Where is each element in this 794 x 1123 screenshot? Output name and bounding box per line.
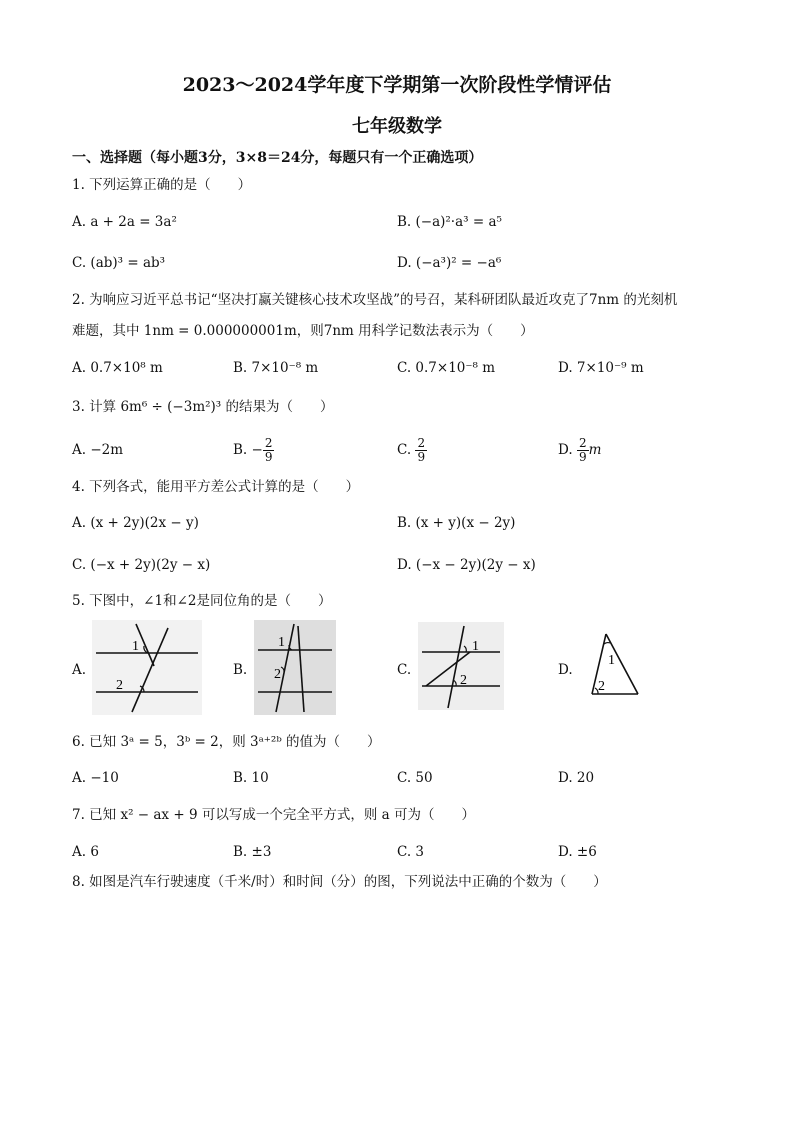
q5-option-b-label: B. xyxy=(233,662,248,678)
q1-option-d: D. (−a³)² = −a⁶ xyxy=(397,255,502,271)
q3-option-c xyxy=(397,432,427,468)
q3-d-denominator: 9 xyxy=(578,450,587,464)
angle-label-2: 2 xyxy=(598,679,605,694)
q3-c-denominator: 9 xyxy=(417,450,426,464)
q3-option-d xyxy=(558,432,601,468)
q5-option-a-label: A. xyxy=(72,662,87,678)
exam-title: 2023～2024学年度下学期第一次阶段性学情评估 xyxy=(182,74,612,96)
angle-label-2: 2 xyxy=(460,673,467,688)
q5-figure-d xyxy=(582,630,644,700)
q2-stem-line1: 2. 为响应习近平总书记“坚决打赢关键核心技术攻坚战”的号召，某科研团队最近攻克了7nm 的光刻机 xyxy=(72,292,678,308)
q6-option-d: D. 20 xyxy=(558,770,595,786)
q4-option-a: A. (x + 2y)(2x − y) xyxy=(72,515,199,531)
q3-d-numerator: 2 xyxy=(578,436,587,450)
angle-label-2: 2 xyxy=(116,678,123,693)
q2-option-a: A. 0.7×10⁸ m xyxy=(72,360,163,376)
q3-option-b-label: B. xyxy=(233,442,248,458)
q4-stem: 4. 下列各式，能用平方差公式计算的是（ ） xyxy=(72,479,360,495)
q5-figure-b xyxy=(254,620,336,715)
angle-label-1: 1 xyxy=(132,639,139,654)
q3-d-variable: m xyxy=(588,442,602,458)
q4-option-d: D. (−x − 2y)(2y − x) xyxy=(397,557,536,573)
q5-figure-c xyxy=(418,622,504,710)
figure-background xyxy=(418,622,504,710)
q6-stem: 6. 已知 3ᵃ = 5，3ᵇ = 2，则 3ᵃ⁺²ᵇ 的值为（ ） xyxy=(72,734,381,750)
q5-option-c-label: C. xyxy=(397,662,412,678)
q1-option-b: B. (−a)²·a³ = a⁵ xyxy=(397,214,502,230)
q2-option-c: C. 0.7×10⁻⁸ m xyxy=(397,360,496,376)
figure-background xyxy=(92,620,202,715)
q3-option-d-label: D. xyxy=(558,442,573,458)
q4-option-b: B. (x + y)(x − 2y) xyxy=(397,515,516,531)
q1-option-c: C. (ab)³ = ab³ xyxy=(72,255,166,271)
q3-option-a: A. −2m xyxy=(72,442,124,458)
q7-option-c: C. 3 xyxy=(397,844,425,860)
angle-label-1: 1 xyxy=(278,635,285,650)
q3-option-b-fraction xyxy=(263,437,275,464)
figure-background xyxy=(254,620,336,715)
q5-stem: 5. 下图中，∠1和∠2是同位角的是（ ） xyxy=(72,593,332,609)
angle-label-2: 2 xyxy=(274,667,281,682)
q3-c-numerator: 2 xyxy=(417,436,426,450)
section-heading: 一、选择题（每小题3分，3×8＝24分，每题只有一个正确选项） xyxy=(72,150,483,166)
q2-option-b: B. 7×10⁻⁸ m xyxy=(233,360,319,376)
q6-option-a: A. −10 xyxy=(72,770,119,786)
q4-option-c: C. (−x + 2y)(2y − x) xyxy=(72,557,211,573)
q6-option-c: C. 50 xyxy=(397,770,433,786)
q7-stem: 7. 已知 x² − ax + 9 可以写成一个完全平方式，则 a 可为（ ） xyxy=(72,807,475,823)
q7-option-d: D. ±6 xyxy=(558,844,597,860)
q7-option-a: A. 6 xyxy=(72,844,99,860)
q3-option-d-fraction xyxy=(577,437,589,464)
q1-stem: 1. 下列运算正确的是（ ） xyxy=(72,177,252,193)
q3-option-b xyxy=(233,432,274,468)
exam-subtitle: 七年级数学 xyxy=(352,116,442,137)
q3-stem: 3. 计算 6m⁶ ÷ (−3m²)³ 的结果为（ ） xyxy=(72,399,334,415)
q3-option-b-sign: − xyxy=(251,442,263,458)
q3-option-c-label: C. xyxy=(397,442,412,458)
q8-stem: 8. 如图是汽车行驶速度（千米/时）和时间（分）的图，下列说法中正确的个数为（ ） xyxy=(72,874,607,890)
q3-b-numerator: 2 xyxy=(264,436,273,450)
q7-option-b: B. ±3 xyxy=(233,844,272,860)
q3-b-denominator: 9 xyxy=(264,450,273,464)
q2-option-d: D. 7×10⁻⁹ m xyxy=(558,360,644,376)
q6-option-b: B. 10 xyxy=(233,770,269,786)
q1-option-a: A. a + 2a = 3a² xyxy=(72,214,177,230)
angle-label-1: 1 xyxy=(608,653,615,668)
q5-option-d-label: D. xyxy=(558,662,573,678)
angle-label-1: 1 xyxy=(472,639,479,654)
q5-figure-a xyxy=(92,620,202,715)
q3-option-c-fraction xyxy=(415,437,427,464)
q2-stem-line2: 难题，其中 1nm = 0.000000001m，则7nm 用科学记数法表示为（ ） xyxy=(72,323,534,339)
